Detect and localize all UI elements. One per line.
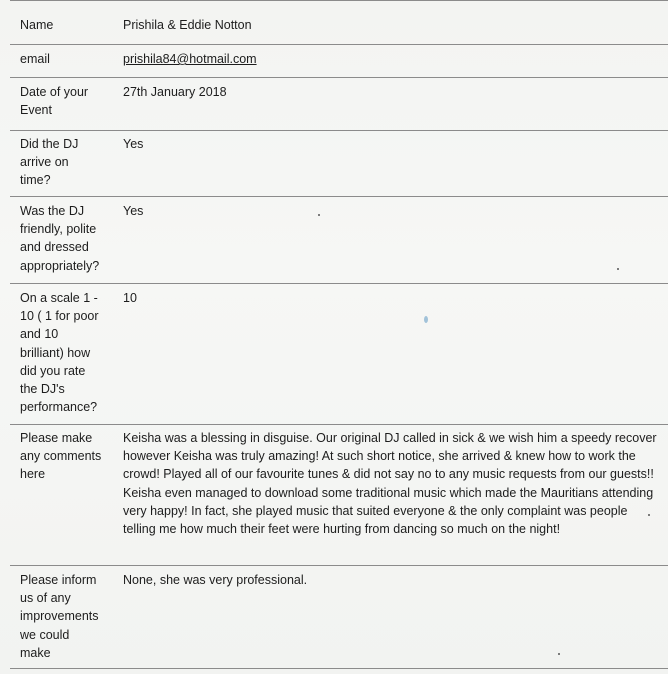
- form-row-conduct: [10, 196, 668, 284]
- arrival-value: Yes: [123, 137, 144, 151]
- comments-label: Please make any comments here: [20, 431, 102, 482]
- form-row-rating: [10, 283, 668, 425]
- email-link[interactable]: prishila84@hotmail.com: [123, 52, 257, 66]
- event-date-label: Date of your Event: [20, 85, 89, 118]
- scan-dot: [558, 653, 560, 655]
- scan-speck: [424, 316, 428, 323]
- scan-dot: [318, 214, 320, 216]
- name-label: Name: [20, 18, 54, 32]
- event-date-value: 27th January 2018: [123, 85, 227, 99]
- email-label: email: [20, 52, 50, 66]
- improvements-label: Please inform us of any improvements we could make: [20, 573, 99, 660]
- form-row-email: [10, 44, 668, 78]
- form-row-comments: [10, 424, 668, 566]
- comments-value: Keisha was a blessing in disguise. Our original DJ called in sick & we wish him a speedy recover however Keisha was truly amazing! At such short notice, she arrived & knew how to work the crowd! Played all of our favourite tunes & did not say no to any music requests from our guests!! Keisha even managed to download some traditional music which made the Mauritians attending very happy! In fact, she played music that suited everyone & the only complaint was people telling me how much their feet were hurting from dancing so much on the night!: [123, 431, 657, 537]
- scan-dot: [617, 268, 619, 270]
- conduct-label: Was the DJ friendly, polite and dressed appropriately?: [20, 204, 100, 273]
- arrival-label: Did the DJ arrive on time?: [20, 137, 79, 188]
- email-value-cell: [123, 50, 663, 68]
- form-row-event-date: [10, 77, 668, 131]
- scan-dot: [648, 514, 650, 516]
- form-row-name: [10, 0, 668, 45]
- rating-label: On a scale 1 - 10 ( 1 for poor and 10 brilliant) how did you rate the DJ's performance?: [20, 291, 99, 415]
- form-row-improvements: [10, 565, 668, 669]
- name-value: Prishila & Eddie Notton: [123, 18, 252, 32]
- improvements-value: None, she was very professional.: [123, 573, 308, 587]
- conduct-value: Yes: [123, 204, 144, 218]
- rating-value: 10: [123, 291, 137, 305]
- form-row-arrival: [10, 130, 668, 197]
